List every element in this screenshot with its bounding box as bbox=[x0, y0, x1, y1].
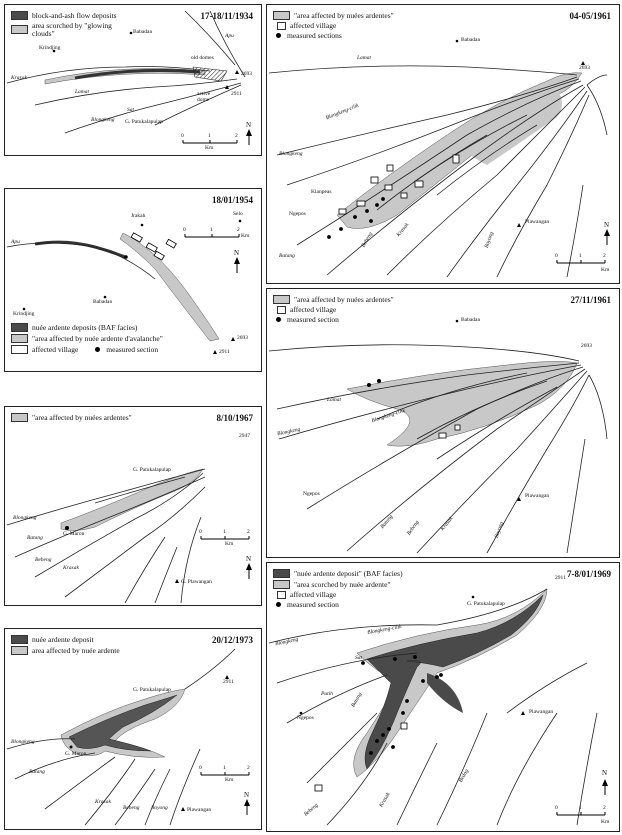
river-label: Bedog bbox=[457, 768, 471, 784]
place-label: Babadan bbox=[461, 317, 481, 323]
scorched-swatch bbox=[11, 25, 28, 34]
affected-swatch bbox=[11, 413, 28, 422]
elevation-label: 2911 bbox=[555, 575, 566, 581]
legend bbox=[273, 569, 453, 611]
scale-tick: 2 bbox=[247, 529, 250, 535]
legend-label: nuée ardente deposits (BAF facies) bbox=[32, 322, 138, 332]
legend-label: measured section bbox=[287, 600, 339, 609]
river-label: Batang bbox=[350, 691, 364, 709]
river-label: Blongkeng bbox=[279, 151, 303, 157]
deposit-swatch bbox=[273, 569, 290, 578]
legend-label: affected village bbox=[290, 305, 337, 315]
river-label: Bebeng bbox=[406, 519, 421, 537]
north-arrow-label: N bbox=[604, 221, 610, 229]
legend-label: block-and-ash flow deposits bbox=[32, 10, 117, 20]
affected-swatch bbox=[11, 334, 28, 343]
north-arrow-label: N bbox=[234, 249, 240, 257]
scale-tick: 0 bbox=[183, 227, 186, 233]
scale-tick: 1 bbox=[210, 227, 213, 233]
place-label: old domes bbox=[191, 55, 214, 61]
place-label: G. Patukalapulap bbox=[467, 601, 505, 607]
legend bbox=[273, 11, 443, 42]
river-label: Bebeng bbox=[123, 805, 140, 811]
legend-label: affected village bbox=[290, 590, 337, 600]
map-panel-1934 bbox=[4, 4, 262, 156]
panel-date: 27/11/1961 bbox=[570, 295, 611, 305]
affected-swatch bbox=[273, 295, 290, 304]
deposit-swatch bbox=[11, 635, 28, 644]
affected-swatch bbox=[273, 11, 290, 20]
elevation-label: 2693 bbox=[237, 335, 248, 341]
village-swatch bbox=[277, 306, 286, 314]
river-label: Batang bbox=[29, 769, 45, 775]
river-label: Apu bbox=[225, 33, 234, 39]
scale-unit: Km bbox=[241, 233, 250, 239]
panel-date: 04-05/1961 bbox=[569, 11, 611, 21]
river-label: Lamat bbox=[327, 397, 342, 403]
place-label: Plawangan bbox=[525, 493, 550, 499]
section-dot bbox=[276, 33, 281, 38]
river-label: Blongkeng-cilik bbox=[325, 102, 360, 122]
scorched-swatch bbox=[273, 580, 290, 589]
deposit-swatch bbox=[11, 11, 28, 20]
scale-tick: 0 bbox=[199, 765, 202, 771]
legend-label: area affected by nuée ardente bbox=[32, 645, 120, 655]
scale-tick: 2 bbox=[603, 253, 606, 259]
elevation-label: 2911 bbox=[231, 91, 242, 97]
river-label: Lamat bbox=[75, 89, 90, 95]
panel-date: 18/01/1954 bbox=[211, 195, 253, 205]
legend-label: measured section bbox=[287, 315, 339, 324]
river-label: Krasak bbox=[63, 565, 79, 571]
river-label: Blongkeng bbox=[11, 739, 35, 745]
map-panel-1967 bbox=[4, 406, 262, 606]
scale-unit: Km bbox=[601, 819, 610, 825]
river-label: Batang bbox=[279, 253, 295, 259]
river-label: Blongkeng bbox=[274, 636, 299, 648]
river-label: Krasak bbox=[395, 221, 411, 239]
river-label: Blongkeng-cilik bbox=[366, 624, 403, 636]
legend-label: measured section bbox=[106, 344, 159, 354]
place-label: G. Maron bbox=[65, 751, 87, 757]
elevation-label: 2911 bbox=[223, 679, 234, 685]
legend-label: area scorched by "glowing clouds" bbox=[32, 21, 112, 38]
section-dot bbox=[95, 347, 100, 352]
river-label: Sat bbox=[355, 655, 363, 661]
elevation-label: 2693 bbox=[241, 71, 252, 77]
north-arrow-label: N bbox=[244, 791, 250, 799]
map-panel-1969 bbox=[266, 562, 620, 832]
river-label: Boyong bbox=[483, 231, 496, 249]
elevation-label: 2947 bbox=[239, 433, 250, 439]
map-1961b-drawing bbox=[267, 289, 619, 557]
river-label: Lamat bbox=[357, 55, 372, 61]
panel-date: 20/12/1973 bbox=[211, 635, 253, 645]
scale-tick: 1 bbox=[223, 765, 226, 771]
place-label: G. Maron bbox=[63, 531, 85, 537]
river-label: Blongkeng bbox=[91, 117, 115, 123]
scale-tick: 2 bbox=[237, 227, 240, 233]
river-label: Blongkeng bbox=[276, 426, 301, 438]
north-arrow-label: N bbox=[246, 555, 252, 563]
scale-tick: 2 bbox=[235, 133, 238, 139]
map-1973-drawing bbox=[5, 629, 261, 829]
place-label: Babadan bbox=[461, 37, 481, 43]
legend bbox=[11, 323, 211, 356]
place-label: G. Plawangan bbox=[181, 579, 212, 585]
river-label: Sat bbox=[127, 107, 135, 113]
scale-tick: 2 bbox=[603, 805, 606, 811]
scale-unit: Km bbox=[225, 541, 234, 547]
river-label: Bebeng bbox=[303, 802, 320, 818]
legend-label: affected village bbox=[290, 21, 337, 31]
scale-tick: 1 bbox=[208, 133, 211, 139]
place-label: Jrakah bbox=[131, 213, 146, 219]
place-label: Krindjing bbox=[13, 311, 35, 317]
scale-tick: 1 bbox=[579, 805, 582, 811]
legend-label: measured sections bbox=[287, 31, 342, 40]
place-label: Ngepos bbox=[289, 211, 306, 217]
place-label: G. Patukalapulap bbox=[133, 687, 171, 693]
river-label: Bebeng bbox=[35, 557, 52, 563]
map-1961a-drawing bbox=[267, 5, 619, 283]
scale-tick: 0 bbox=[555, 805, 558, 811]
river-label: Krasak bbox=[439, 515, 455, 533]
scale-tick: 1 bbox=[223, 529, 226, 535]
scale-tick: 1 bbox=[579, 253, 582, 259]
place-label: Plawangan bbox=[187, 807, 212, 813]
legend bbox=[11, 635, 161, 657]
elevation-label: 2693 bbox=[579, 65, 590, 71]
place-label: Plawangan bbox=[525, 219, 550, 225]
place-label: Krindjing bbox=[39, 45, 61, 51]
map-1967-drawing bbox=[5, 407, 261, 605]
place-label: Ngepos bbox=[303, 491, 320, 497]
panel-date: 7-8/01/1969 bbox=[567, 569, 611, 579]
map-panel-1961-nov bbox=[266, 288, 620, 558]
place-label: Klanpeas bbox=[311, 189, 332, 195]
north-arrow-label: N bbox=[602, 769, 608, 777]
map-panel-1973 bbox=[4, 628, 262, 830]
legend-label: "area affected by nuées ardentes" bbox=[294, 10, 394, 20]
river-label: Apu bbox=[11, 239, 20, 245]
legend bbox=[11, 413, 161, 424]
river-label: Krasak bbox=[378, 791, 392, 809]
river-label: Krasak bbox=[95, 799, 111, 805]
scale-unit: Km bbox=[601, 267, 610, 273]
place-label: G. Patukalapulap bbox=[133, 467, 171, 473]
map-panel-1961-apr bbox=[266, 4, 620, 284]
river-label: Krasak bbox=[11, 75, 27, 81]
place-label: Babadan bbox=[93, 299, 113, 305]
village-swatch bbox=[11, 345, 28, 354]
village-swatch bbox=[277, 22, 286, 30]
place-label: active dome bbox=[197, 91, 211, 103]
section-dot bbox=[276, 602, 281, 607]
legend-label: "area affected by nuées ardentes" bbox=[32, 412, 132, 422]
river-label: Blongkeng bbox=[13, 515, 37, 521]
scale-tick: 0 bbox=[181, 133, 184, 139]
affected-swatch bbox=[11, 646, 28, 655]
river-label: Boyong bbox=[493, 521, 506, 539]
scale-tick: 0 bbox=[555, 253, 558, 259]
village-swatch bbox=[277, 591, 286, 599]
legend-label: "area affected by nuées ardentes" bbox=[294, 294, 394, 304]
legend-label: "nuée ardente deposit" (BAF facies) bbox=[294, 568, 403, 578]
river-label: Boyong bbox=[151, 805, 168, 811]
river-label: Batang bbox=[27, 535, 43, 541]
legend-label: "area scorched by nuée ardente" bbox=[294, 579, 391, 589]
north-arrow-label: N bbox=[246, 121, 252, 129]
river-label: Bebeng bbox=[360, 231, 374, 249]
place-label: Plawangan bbox=[529, 709, 554, 715]
place-label: G. Patukalapulap bbox=[125, 119, 163, 125]
scale-unit: Km bbox=[205, 145, 214, 151]
place-label: Ngepos bbox=[297, 715, 314, 721]
river-label: Putih bbox=[321, 691, 333, 697]
river-label: Blongkeng-cilik bbox=[370, 407, 406, 425]
place-label: Selo bbox=[233, 211, 243, 217]
panel-date: 8/10/1967 bbox=[216, 413, 253, 423]
place-label: Babadan bbox=[133, 29, 153, 35]
scale-tick: 2 bbox=[247, 765, 250, 771]
scale-tick: 0 bbox=[199, 529, 202, 535]
river-label: Batang bbox=[379, 513, 395, 531]
legend-label: nuée ardente deposit bbox=[32, 634, 94, 644]
deposit-swatch bbox=[11, 323, 28, 332]
elevation-label: 2693 bbox=[581, 343, 592, 349]
panel-date: 17-18/11/1934 bbox=[200, 11, 253, 21]
legend-label: affected village bbox=[32, 344, 79, 354]
legend bbox=[11, 11, 161, 40]
legend bbox=[273, 295, 443, 326]
elevation-label: 2911 bbox=[219, 349, 230, 355]
legend-label: "area affected by nuée ardente d'avalanche" bbox=[32, 333, 163, 343]
scale-unit: Km bbox=[225, 777, 234, 783]
map-panel-1954 bbox=[4, 188, 262, 372]
section-dot bbox=[276, 317, 281, 322]
